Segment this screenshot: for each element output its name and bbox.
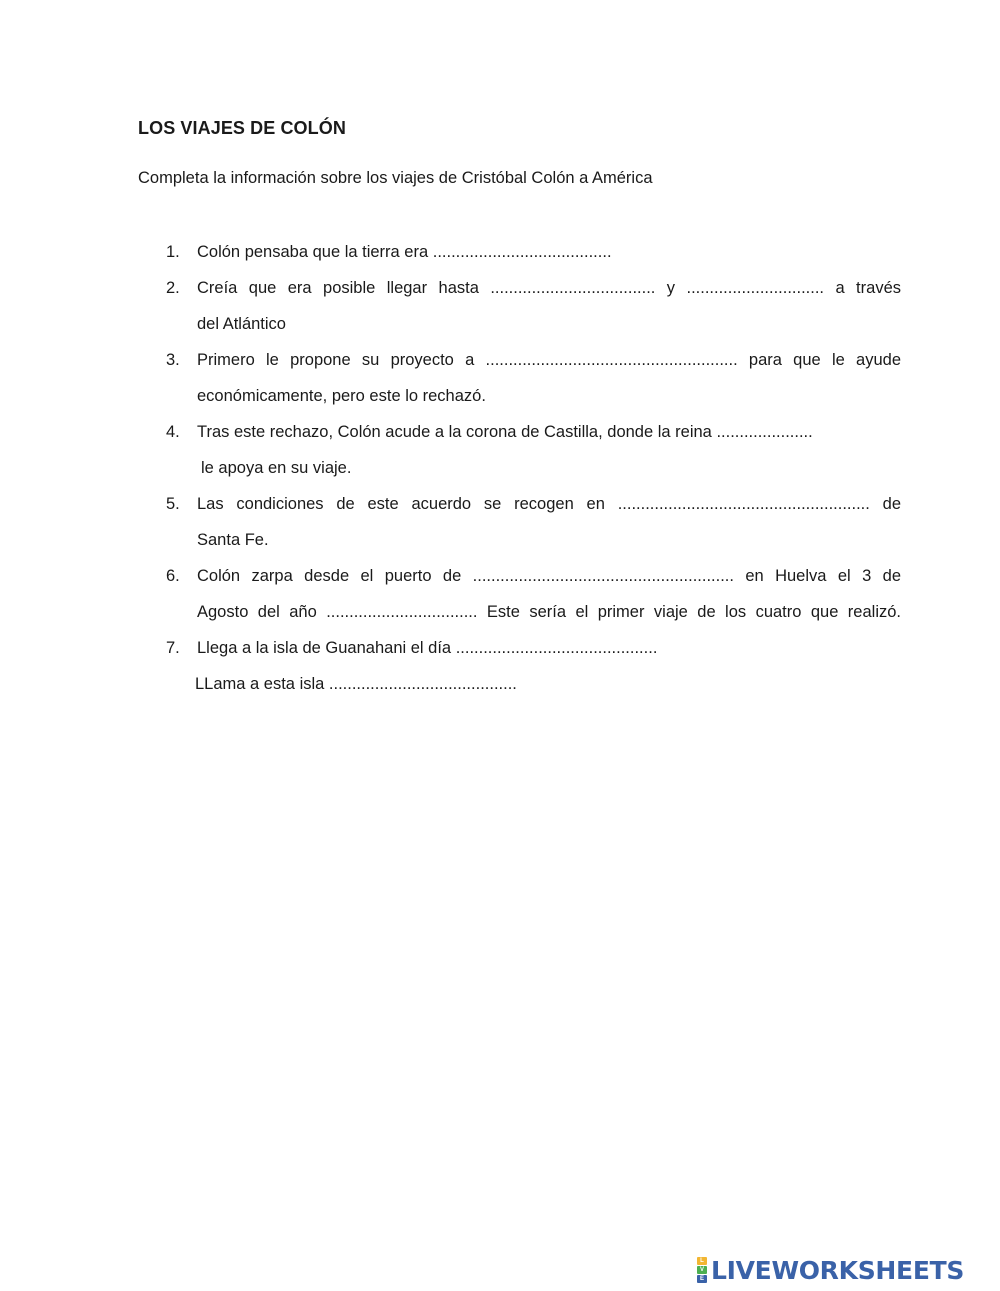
question-text-line: le apoya en su viaje. xyxy=(201,459,352,477)
question-item-2 xyxy=(166,270,901,342)
liveworksheets-logo xyxy=(697,1255,964,1285)
question-text-line: Agosto del año ................................. Este sería el primer viaje de los cuatro que realizó. xyxy=(197,603,901,621)
question-item-7 xyxy=(166,630,901,702)
question-text-line: Colón pensaba que la tierra era ....................................... xyxy=(197,243,612,261)
logo-mark-icon xyxy=(697,1257,707,1283)
question-list xyxy=(166,234,901,702)
worksheet-title: LOS VIAJES DE COLÓN xyxy=(138,118,346,138)
question-item-1 xyxy=(166,234,901,270)
question-number: 7. xyxy=(166,639,180,657)
question-number: 3. xyxy=(166,351,180,369)
question-item-5 xyxy=(166,486,901,558)
question-number: 6. xyxy=(166,567,180,585)
question-text-line: Colón zarpa desde el puerto de ......................................................... en Huelva el 3 de xyxy=(197,567,901,585)
question-number: 4. xyxy=(166,423,180,441)
question-text-line: Creía que era posible llegar hasta .................................... y .............................. a través xyxy=(197,279,901,297)
question-item-3 xyxy=(166,342,901,414)
question-text-line: económicamente, pero este lo rechazó. xyxy=(197,387,486,405)
question-number: 5. xyxy=(166,495,180,513)
question-text-line: Las condiciones de este acuerdo se recogen en ....................................................... de xyxy=(197,495,901,513)
question-text-line: Llega a la isla de Guanahani el día ............................................ xyxy=(197,639,658,657)
logo-letter: E xyxy=(697,1275,707,1283)
question-text-line: LLama a esta isla ......................................... xyxy=(195,675,517,693)
logo-wordmark: LIVEWORKSHEETS xyxy=(711,1255,965,1285)
question-text-line: Primero le propone su proyecto a ....................................................... para que le ayude xyxy=(197,351,901,369)
question-number: 1. xyxy=(166,243,180,261)
question-text-line: del Atlántico xyxy=(197,315,286,333)
logo-letter: V xyxy=(697,1266,707,1274)
logo-letter: L xyxy=(697,1257,707,1265)
question-text-line: Santa Fe. xyxy=(197,531,269,549)
question-item-4 xyxy=(166,414,901,486)
question-number: 2. xyxy=(166,279,180,297)
question-item-6 xyxy=(166,558,901,630)
question-text-line: Tras este rechazo, Colón acude a la corona de Castilla, donde la reina ..................... xyxy=(197,423,813,441)
worksheet-instruction: Completa la información sobre los viajes de Cristóbal Colón a América xyxy=(138,169,653,187)
